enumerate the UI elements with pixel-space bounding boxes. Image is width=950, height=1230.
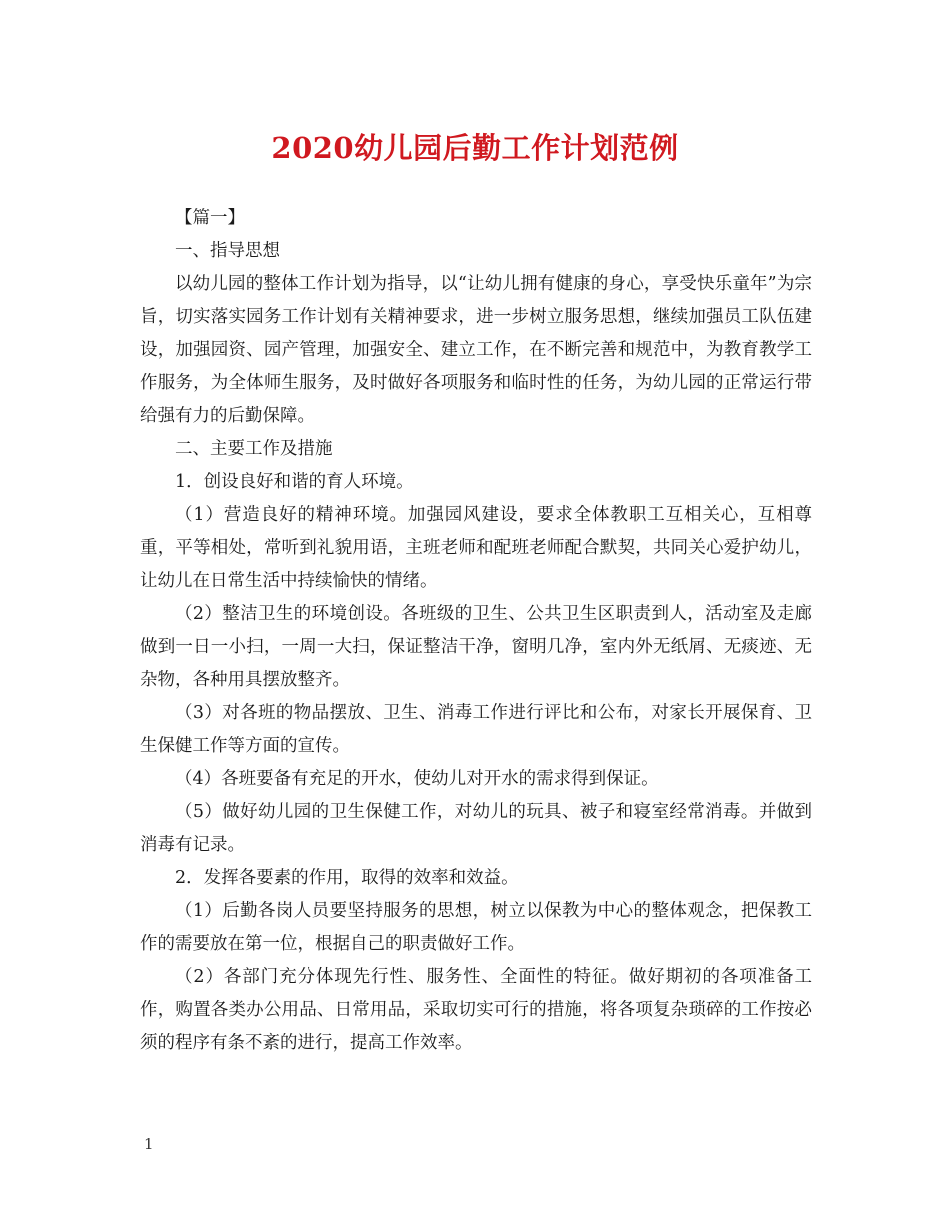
document-title: 2020幼儿园后勤工作计划范例 (271, 131, 679, 165)
paragraph-efficiency-2: （2）各部门充分体现先行性、服务性、全面性的特征。做好期初的各项准备工作，购置各类办公用品、日常用品，采取切实可行的措施，将各项复杂琐碎的工作按必须的程序有条不紊的进行，提高工作效率。 (140, 967, 812, 1053)
paragraph-item-3: （3）对各班的物品摆放、卫生、消毒工作进行评比和公布，对家长开展保育、卫生保健工作等方面的宣传。 (140, 703, 812, 756)
paragraph-efficiency-1: （1）后勤各岗人员要坚持服务的思想，树立以保教为中心的整体观念，把保教工作的需要放在第一位，根据自己的职责做好工作。 (140, 901, 812, 954)
page-number: 1 (144, 1135, 154, 1153)
heading-main-work: 二、主要工作及措施 (175, 439, 333, 459)
paragraph-item-5: （5）做好幼儿园的卫生保健工作，对幼儿的玩具、被子和寝室经常消毒。并做到消毒有记录。 (140, 802, 812, 855)
document-body (140, 202, 812, 1060)
subheading-environment: 1．创设良好和谐的育人环境。 (175, 472, 414, 492)
paragraph-item-1: （1）营造良好的精神环境。加强园风建设，要求全体教职工互相关心，互相尊重，平等相处，常听到礼貌用语，主班老师和配班老师配合默契，共同关心爱护幼儿，让幼儿在日常生活中持续愉快的情绪。 (140, 505, 812, 591)
subheading-efficiency: 2．发挥各要素的作用，取得的效率和效益。 (175, 868, 519, 888)
paragraph-item-4: （4）各班要备有充足的开水，使幼儿对开水的需求得到保证。 (175, 769, 659, 789)
section-label: 【篇一】 (175, 208, 245, 228)
paragraph-item-2: （2）整洁卫生的环境创设。各班级的卫生、公共卫生区职责到人，活动室及走廊做到一日一小扫，一周一大扫，保证整洁干净，窗明几净，室内外无纸屑、无痰迹、无杂物，各种用具摆放整齐。 (140, 604, 812, 690)
paragraph-guiding-ideology: 以幼儿园的整体工作计划为指导，以“让幼儿拥有健康的身心，享受快乐童年”为宗旨，切实落实园务工作计划有关精神要求，进一步树立服务思想，继续加强员工队伍建设，加强园资、园产管理，加强安全、建立工作，在不断完善和规范中，为教育教学工作服务，为全体师生服务，及时做好各项服务和临时性的任务，为幼儿园的正常运行带给强有力的后勤保障。 (140, 274, 812, 426)
heading-guiding-ideology: 一、指导思想 (175, 241, 280, 261)
